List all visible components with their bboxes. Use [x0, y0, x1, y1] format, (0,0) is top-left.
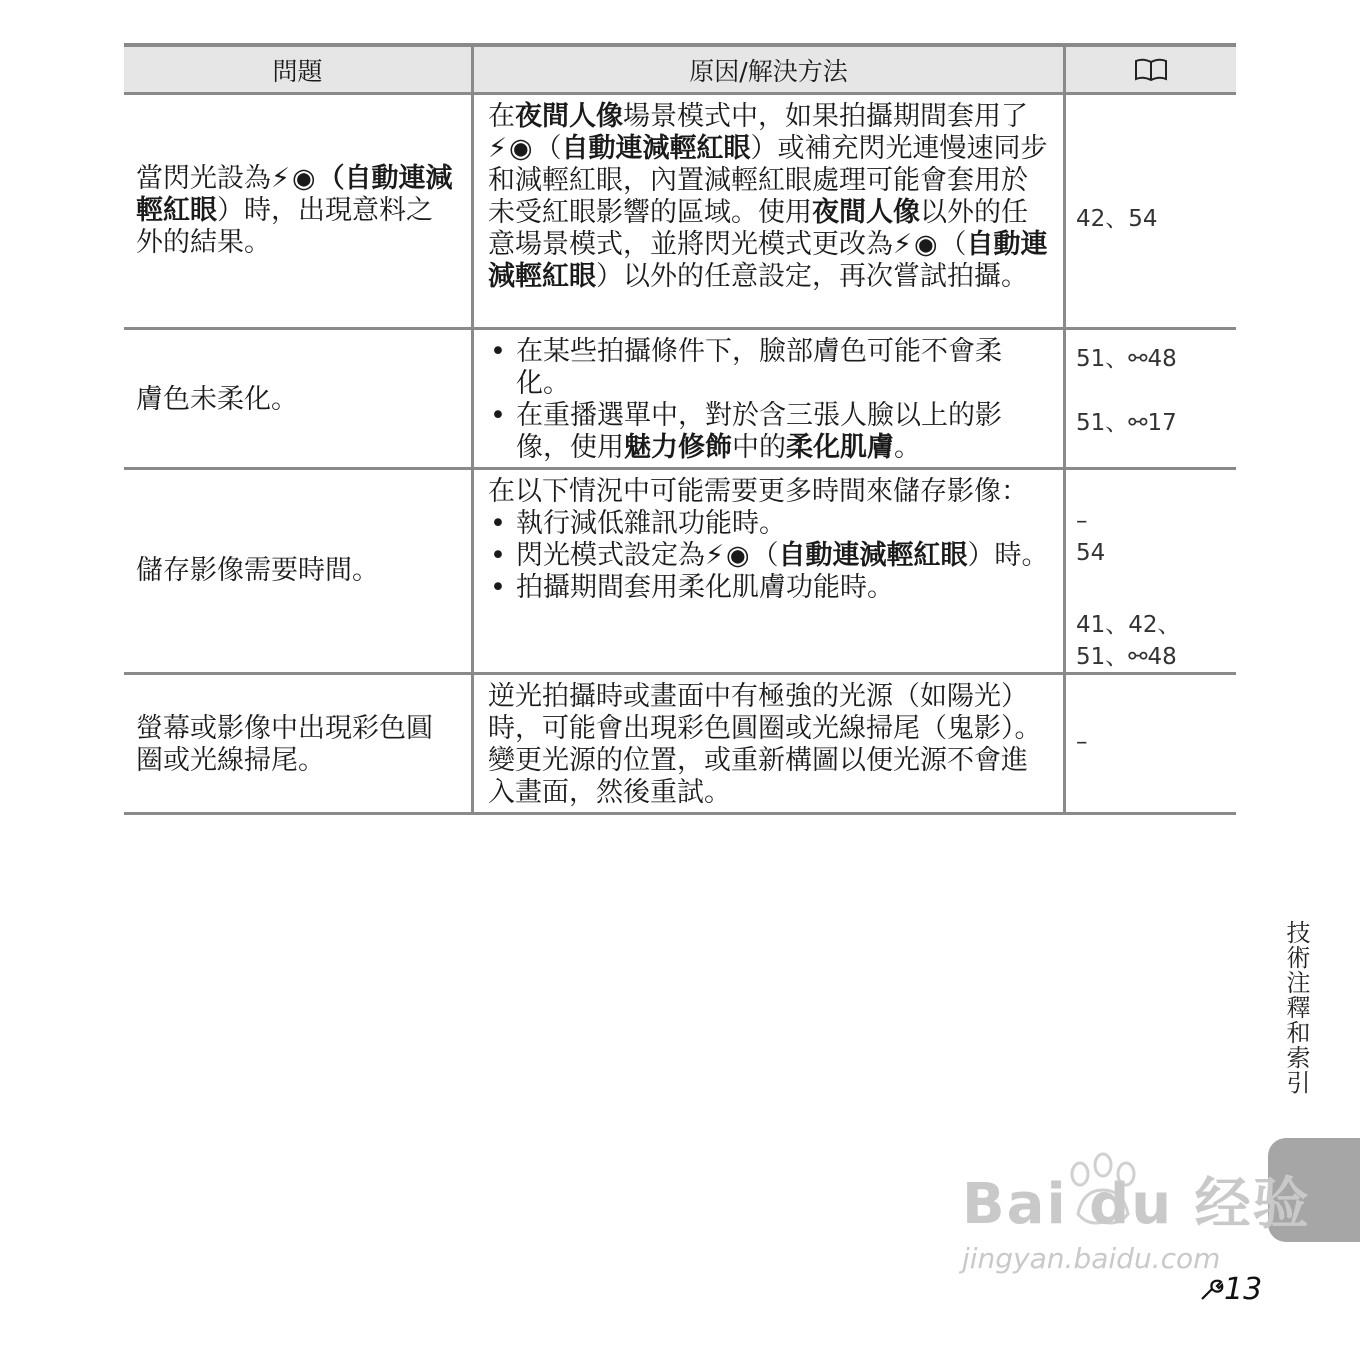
menu-option-name: 魅力修飾: [624, 432, 732, 463]
page-reference[interactable]: 41、42、: [1076, 612, 1181, 638]
mode-name: 自動連減輕紅眼: [488, 229, 1048, 292]
solution-intro: 在以下情況中可能需要更多時間來儲存影像：: [488, 476, 1028, 507]
list-item: [488, 540, 1051, 572]
page-reference[interactable]: 42、54: [1076, 206, 1158, 232]
page-reference: –: [1076, 508, 1088, 534]
solution-cell: [474, 330, 1066, 470]
table-row: [124, 95, 1236, 330]
problem-text: ）時，出現意料之外的結果。: [136, 195, 433, 258]
scene-mode-name: 夜間人像: [812, 197, 920, 228]
reference-cell: [1066, 330, 1236, 470]
flash-redeye-icon: ⚡◉: [705, 540, 752, 571]
page-number-text: 13: [1224, 1272, 1263, 1307]
problem-text: 螢幕或影像中出現彩色圓圈或光線掃尾。: [136, 713, 433, 776]
page-number: [1198, 1272, 1262, 1307]
solution-text: 在重播選單中，對於含三張人臉以上的影像，使用: [516, 400, 1002, 463]
page-reference[interactable]: 51、⚯17: [1076, 410, 1177, 436]
solution-text: （: [751, 540, 779, 571]
watermark-logo: Bai du 经验: [962, 1172, 1311, 1237]
table-row: [124, 470, 1236, 675]
list-item: [488, 400, 1051, 464]
solution-text: 執行減低雜訊功能時。: [516, 508, 786, 539]
problem-text: 儲存影像需要時間。: [136, 555, 379, 586]
solution-text: 在某些拍攝條件下，臉部膚色可能不會柔化。: [516, 336, 1002, 399]
solution-text: 中的: [732, 432, 786, 463]
page-reference[interactable]: 51、⚯48: [1076, 346, 1177, 372]
problem-cell: [124, 95, 474, 327]
page-reference[interactable]: 51、⚯48: [1076, 644, 1177, 670]
header-problem: 問題: [124, 47, 474, 92]
watermark-url: jingyan.baidu.com: [962, 1242, 1221, 1275]
solution-cell: [474, 95, 1066, 327]
table-row: [124, 330, 1236, 470]
scene-mode-name: 夜間人像: [515, 101, 623, 132]
problem-cell: [124, 675, 474, 815]
book-icon: [1066, 47, 1236, 92]
troubleshooting-table: [124, 43, 1236, 815]
solution-text: 逆光拍攝時或畫面中有極強的光源（如陽光）時，可能會出現彩色圓圈或光線掃尾（鬼影）。變更光源的位置，或重新構圖以便光源不會進入畫面，然後重試。: [488, 681, 1042, 808]
list-item: [488, 572, 1051, 604]
solution-text: 在: [488, 101, 515, 132]
reference-cell: [1066, 95, 1236, 327]
solution-list: [488, 336, 1051, 464]
solution-text: ）時。: [967, 540, 1049, 571]
solution-text: （: [939, 229, 967, 260]
page-reference[interactable]: 54: [1076, 540, 1106, 566]
solution-text: 。: [894, 432, 921, 463]
table-row: [124, 675, 1236, 815]
reference-cell: [1066, 470, 1236, 672]
problem-text: 膚色未柔化。: [136, 384, 298, 415]
mode-name: 自動連減輕紅眼: [561, 133, 751, 164]
list-item: [488, 508, 1051, 540]
menu-option-name: 柔化肌膚: [786, 432, 894, 463]
header-cause-solution: 原因/解決方法: [474, 47, 1066, 92]
baidu-watermark: [962, 1160, 1311, 1275]
solution-text: 拍攝期間套用柔化肌膚功能時。: [516, 572, 894, 603]
wrench-page-icon: [1198, 1277, 1224, 1303]
solution-text: ）或補充閃光連慢速同步和減輕紅眼，內置減輕紅眼處理可能會套用於未受紅眼影響的區域。使用: [488, 133, 1048, 228]
solution-text: ）以外的任意設定，再次嘗試拍攝。: [596, 261, 1028, 292]
solution-text: 閃光模式設定為: [516, 540, 705, 571]
flash-redeye-icon: ⚡◉: [271, 163, 318, 194]
mode-name: （自動連減輕紅眼: [136, 163, 453, 226]
reference-cell: [1066, 675, 1236, 815]
flash-redeye-icon: ⚡◉: [488, 133, 535, 164]
table-header: [124, 43, 1236, 95]
mode-name: 自動連減輕紅眼: [778, 540, 968, 571]
flash-redeye-icon: ⚡◉: [893, 229, 940, 260]
page-reference: –: [1076, 729, 1088, 755]
solution-text: 以外的任意場景模式，並將閃光模式更改為: [488, 197, 1028, 260]
solution-cell: [474, 470, 1066, 672]
list-item: [488, 336, 1051, 400]
solution-list: [488, 508, 1051, 604]
problem-cell: [124, 470, 474, 672]
problem-cell: [124, 330, 474, 470]
section-tab-label: 技術注釋和索引: [1282, 920, 1310, 1095]
solution-text: （: [534, 133, 562, 164]
problem-text: 當閃光設為: [136, 163, 271, 194]
solution-text: 場景模式中，如果拍攝期間套用了: [623, 101, 1028, 132]
solution-cell: [474, 675, 1066, 815]
